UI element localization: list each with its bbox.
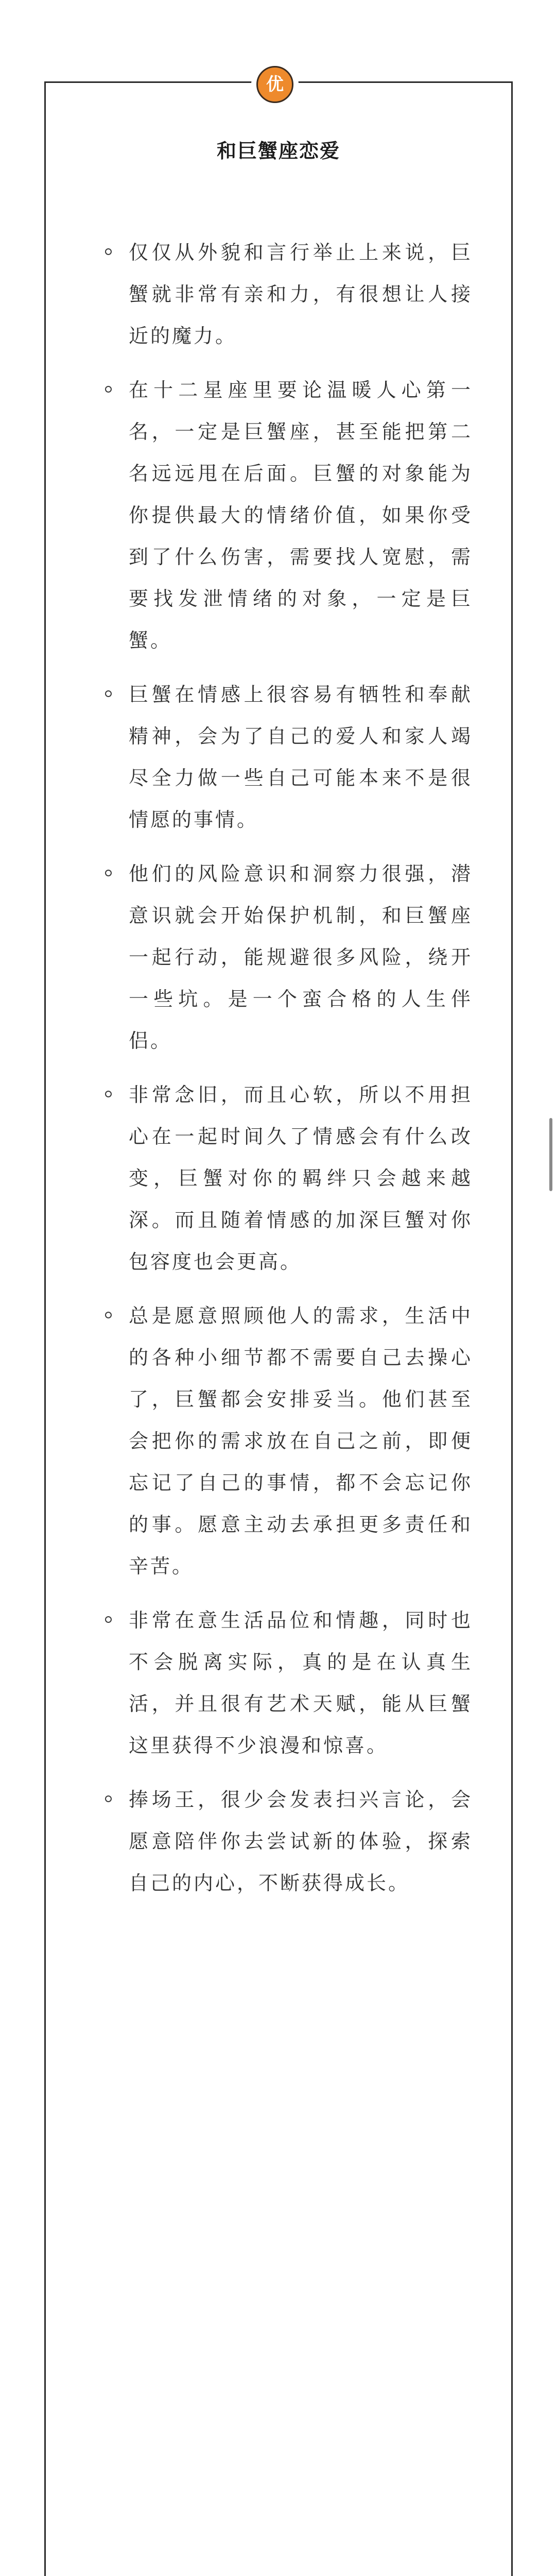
list-item [129,853,473,1062]
list-item [129,1600,473,1767]
list-item-text: 巨蟹在情感上很容易有牺牲和奉献精神，会为了自己的爱人和家人竭尽全力做一些自己可能本来不是很情愿的事情。 [129,683,473,831]
list-item-text: 非常在意生活品位和情趣，同时也不会脱离实际，真的是在认真生活，并且很有艺术天赋，能从巨蟹这里获得不少浪漫和惊喜。 [129,1609,473,1757]
bullet-icon [105,690,112,697]
list-item [129,1779,473,1904]
list-item-text: 他们的风险意识和洞察力很强，潜意识就会开始保护机制，和巨蟹座一起行动，能规避很多风险，绕开一些坑。是一个蛮合格的人生伴侣。 [129,862,473,1052]
bullet-icon [105,870,112,876]
bullet-icon [105,1795,112,1802]
badge-label: 优 [256,66,293,103]
list-item-text: 在十二星座里要论温暖人心第一名，一定是巨蟹座，甚至能把第二名远远甩在后面。巨蟹的对象能为你提供最大的情绪价值，如果你受到了什么伤害，需要找人宽慰，需要找发泄情绪的对象，一定是巨蟹。 [129,379,473,652]
bullet-icon [105,1616,112,1623]
bullet-icon [105,1312,112,1318]
scrollbar[interactable] [549,1118,552,1191]
list-item-text: 捧场王，很少会发表扫兴言论，会愿意陪伴你去尝试新的体验，探索自己的内心，不断获得成长。 [129,1788,473,1894]
list-item [129,1295,473,1587]
bullet-icon [105,248,112,255]
bullet-icon [105,1091,112,1097]
list-item-text: 非常念旧，而且心软，所以不用担心在一起时间久了情感会有什么改变，巨蟹对你的羁绊只会越来越深。而且随着情感的加深巨蟹对你包容度也会更高。 [129,1083,473,1273]
bullet-icon [105,386,112,393]
list-item [129,232,473,357]
page-title: 和巨蟹座恋爱 [216,140,340,162]
list-item [129,369,473,662]
trait-list [129,232,473,1917]
list-item-text: 仅仅从外貌和言行举止上来说，巨蟹就非常有亲和力，有很想让人接近的魔力。 [129,241,473,347]
list-item-text: 总是愿意照顾他人的需求，生活中的各种小细节都不需要自己去操心了，巨蟹都会安排妥当。他们甚至会把你的需求放在自己之前，即便忘记了自己的事情，都不会忘记你的事。愿意主动去承担更多责任和辛苦。 [129,1304,473,1578]
badge [251,61,299,108]
list-item [129,1074,473,1283]
list-item [129,674,473,841]
